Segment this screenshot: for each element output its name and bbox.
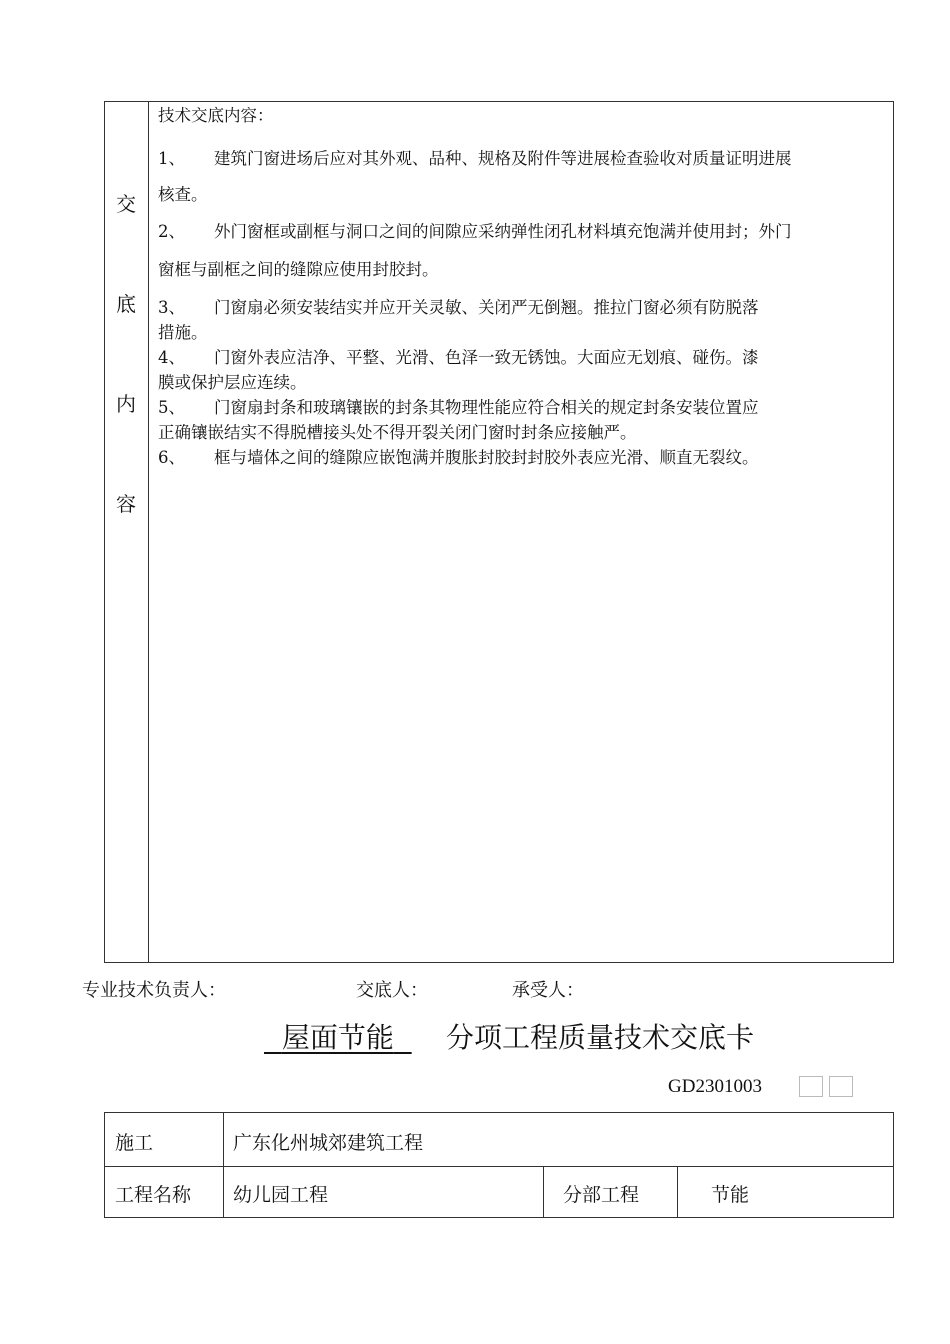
column-divider — [677, 1166, 678, 1217]
division-label: 分部工程 — [563, 1184, 640, 1206]
item-text: 措施。 — [158, 323, 208, 342]
list-item-continuation — [158, 177, 888, 213]
title-rest: 分项工程质量技术交底卡 — [446, 1021, 755, 1054]
item-text: 外门窗框或副框与洞口之间的间隙应采纳弹性闭孔材料填充饱满并使用封；外门 — [214, 222, 792, 241]
item-text: 正确镶嵌结实不得脱槽接头处不得开裂关闭门窗时封条应接触严。 — [158, 423, 637, 442]
item-number: 5、 — [158, 398, 185, 417]
code-box-1 — [799, 1076, 823, 1097]
list-item — [158, 345, 888, 370]
item-text: 框与墙体之间的缝隙应嵌饱满并腹胀封胶封封胶外表应光滑、顺直无裂纹。 — [214, 448, 759, 467]
disclosure-content — [158, 104, 888, 470]
side-label-char-4: 容 — [116, 492, 136, 516]
project-info-table — [104, 1112, 894, 1218]
table-column-divider — [148, 101, 149, 963]
list-item — [158, 213, 888, 251]
list-item-continuation — [158, 320, 888, 345]
item-text: 核查。 — [158, 185, 208, 204]
item-text: 膜或保护层应连续。 — [158, 373, 307, 392]
side-label-char-1: 交 — [116, 192, 136, 216]
item-number: 3、 — [158, 298, 185, 317]
item-text: 门窗扇必须安装结实并应开关灵敏、关闭严无倒翘。推拉门窗必须有防脱落 — [214, 298, 759, 317]
item-number: 4、 — [158, 348, 185, 367]
list-item-continuation — [158, 251, 888, 289]
project-name-label: 工程名称 — [115, 1184, 192, 1206]
list-item — [158, 395, 888, 420]
construction-label: 施工 — [115, 1132, 154, 1154]
side-label-char-3: 内 — [116, 392, 136, 416]
side-label-char-2: 底 — [116, 292, 136, 316]
list-item — [158, 295, 888, 320]
item-text: 建筑门窗进场后应对其外观、品种、规格及附件等进展检查验收对质量证明进展 — [214, 149, 792, 168]
division-value: 节能 — [711, 1184, 750, 1206]
title-subject: 屋面节能 — [281, 1021, 394, 1054]
item-text: 门窗外表应洁净、平整、光滑、色泽一致无锈蚀。大面应无划痕、碰伤。漆 — [214, 348, 759, 367]
presenter-signature-label: 交底人： — [356, 980, 428, 1001]
column-divider — [223, 1113, 224, 1217]
code-box-2 — [829, 1076, 853, 1097]
item-number: 2、 — [158, 222, 185, 241]
item-number: 1、 — [158, 149, 185, 168]
list-item — [158, 445, 888, 470]
project-name-value: 幼儿园工程 — [233, 1184, 329, 1206]
content-heading: 技术交底内容： — [158, 106, 274, 125]
document-code: GD2301003 — [668, 1076, 762, 1097]
item-text: 窗框与副框之间的缝隙应使用封胶封。 — [158, 260, 439, 279]
receiver-signature-label: 承受人： — [512, 980, 584, 1001]
tech-lead-signature-label: 专业技术负责人： — [82, 980, 226, 1001]
item-text: 门窗扇封条和玻璃镶嵌的封条其物理性能应符合相关的规定封条安装位置应 — [214, 398, 759, 417]
list-item-continuation — [158, 420, 888, 445]
item-number: 6、 — [158, 448, 185, 467]
construction-value: 广东化州城郊建筑工程 — [233, 1132, 424, 1154]
column-divider — [543, 1166, 544, 1217]
list-item — [158, 141, 888, 177]
list-item-continuation — [158, 370, 888, 395]
